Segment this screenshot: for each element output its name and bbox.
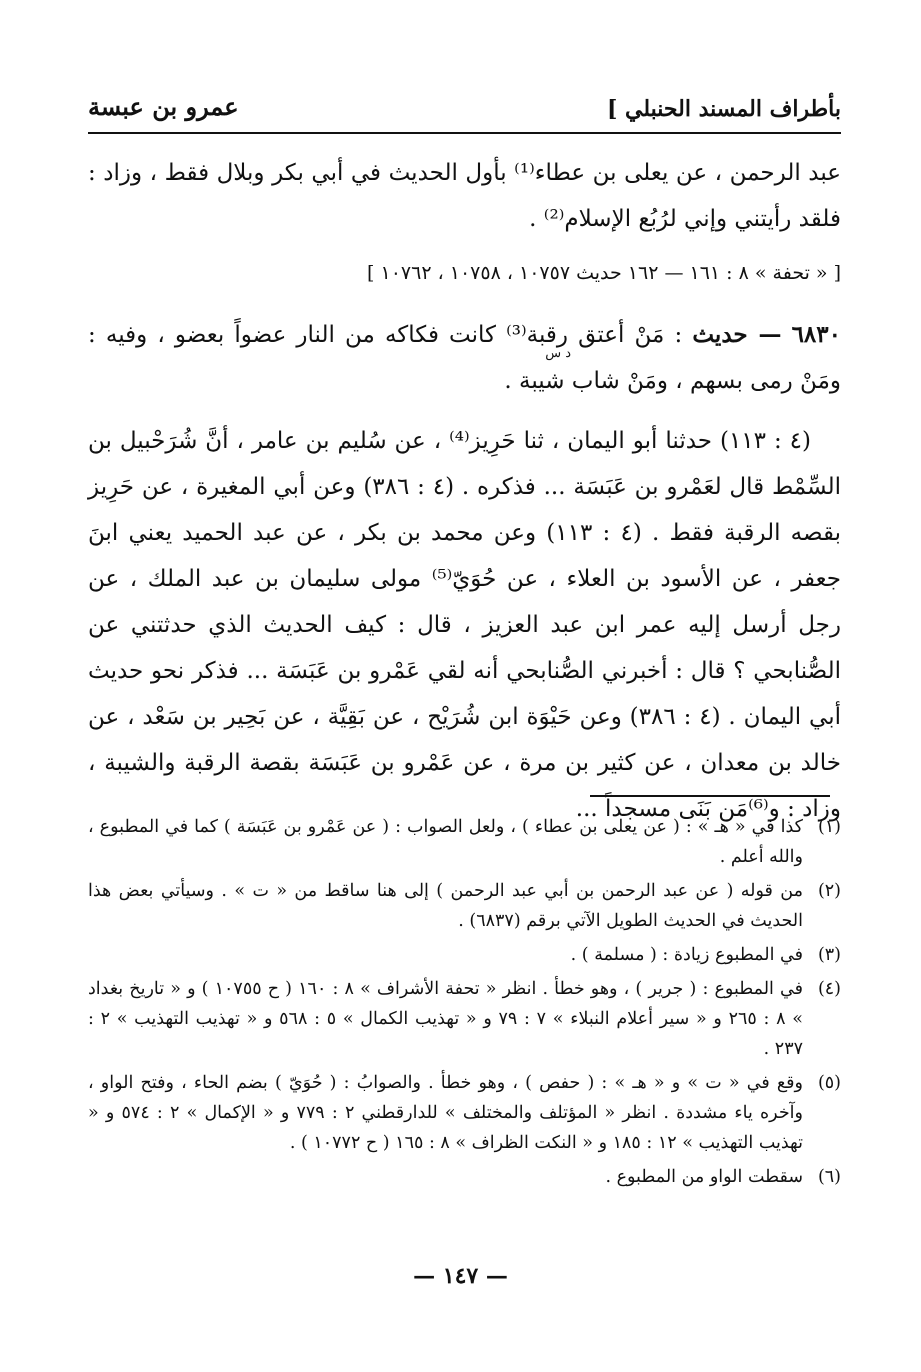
footnote-text: في المطبوع : ( جرير ) ، وهو خطأ . انظر « تحفة الأشراف » ٨ : ١٦٠ ( ح ١٠٧٥٥ ) و « تاريخ بغداد » ٨ : ٢٦٥ و « سير أعلام النبلاء » ٧ : ٧٩ و « تهذيب الكمال » ٥ : ٥٦٨ و « تهذيب التهذيب » ٢ : ٢٣٧ . [88, 979, 804, 1059]
page-number: — ١٤٧ — [413, 1263, 508, 1289]
footnote [88, 940, 841, 970]
hadith-label: — حديث [692, 321, 782, 348]
footnote [88, 1068, 841, 1158]
footnote-text: من قوله ( عن عبد الرحمن بن أبي عبد الرحمن ) إلى هنا ساقط من « ت » . وسيأتي بعض هذا الحديث في الحديث الطويل الآتي برقم (٦٨٣٧) . [88, 881, 803, 931]
chapter-title: عمرو بن عبسة [88, 92, 239, 121]
hadith-sigla: د س [545, 346, 571, 361]
footnote-number: (٣) [817, 945, 841, 965]
footnote-number: (٥) [817, 1073, 841, 1093]
hadith-heading [88, 312, 841, 404]
hadith-number: ٦٨٣٠ [791, 321, 841, 348]
footnote-number: (٢) [817, 881, 841, 901]
footnote-text: وقع في « ت » و « هـ » : ( حفص ) ، وهو خطأ . والصوابُ : ( حُوَيّ ) بضم الحاء ، وفتح الواو ، وآخره ياء مشددة . انظر « المؤتلف والمختلف » للدارقطني ٢ : ٧٧٩ و « الإكمال » ٢ : ٥٧٤ و « تهذيب التهذيب » ١٢ : ١٨٥ و « النكت الظراف » ٨ : ١٦٥ ( ح ١٠٧٧٢ ) . [88, 1073, 803, 1153]
footnote-text: سقطت الواو من المطبوع . [605, 1167, 803, 1187]
footnote [88, 812, 841, 872]
footnote [88, 1162, 841, 1192]
tuhfa-reference: [ « تحفة » ٨ : ١٦١ — ١٦٢ حديث ١٠٧٥٧ ، ١٠٧٥٨ ، ١٠٧٦٢ ] [367, 262, 841, 284]
footnote [88, 876, 841, 936]
running-header [88, 92, 841, 134]
footnote-text: كذا في « هـ » : ( عن يعلى بن عطاء ) ، ولعل الصواب : ( عن عَمْرو بن عَبَسَة ) كما في المطبوع ، والله أعلم . [88, 817, 803, 867]
footnote [88, 974, 841, 1064]
footnote-divider [590, 795, 830, 797]
footnote-number: (١) [817, 817, 841, 837]
footnote-number: (٦) [817, 1167, 841, 1187]
continuation-paragraph: عبد الرحمن ، عن يعلى بن عطاء⁽¹⁾ بأول الحديث في أبي بكر وبلال فقط ، وزاد : فلقد رأيتني وإني لرُبُع الإسلام⁽²⁾ . [88, 160, 841, 232]
hadith-matn: : مَنْ أعتق رقبة⁽³⁾ كانت فكاكه من النار عضواً بعضو ، وفيه : ومَنْ رمى بسهم ، ومَنْ شاب شيبة . [88, 322, 841, 394]
footnote-number: (٤) [817, 979, 841, 999]
footnotes [88, 812, 841, 1196]
book-title: بأطراف المسند الحنبلي ] [606, 96, 841, 122]
isnad-paragraph: (٤ : ١١٣) حدثنا أبو اليمان ، ثنا حَرِيز⁽⁴⁾ ، عن سُليم بن عامر ، أنَّ شُرَحْبيل بن السِّمْط قال لعَمْرو بن عَبَسَة ... فذكره . (٤ : ٣٨٦) وعن أبي المغيرة ، عن حَرِيز بقصه الرقبة فقط . (٤ : ١١٣) وعن محمد بن بكر ، عن عبد الحميد يعني ابنَ جعفر ، عن الأسود بن العلاء ، عن حُوَيّ⁽⁵⁾ مولى سليمان بن عبد الملك ، عن رجل أرسل إليه عمر ابن عبد العزيز ، قال : كيف الحديث الذي حدثتني عن الصُّنابحي ؟ قال : أخبرني الصُّنابحي أنه لقي عَمْرو بن عَبَسَة ... فذكر نحو حديث أبي اليمان . (٤ : ٣٨٦) وعن حَيْوَة ابن شُرَيْح ، عن بَقِيَّة ، عن بَحِير بن سَعْد ، عن خالد بن معدان ، عن كثير بن مرة ، عن عَمْرو بن عَبَسَة بقصة الرقبة والشيبة ، وزاد : و⁽⁶⁾مَن بَنَى مسجداً ... [88, 428, 841, 822]
footnote-text: في المطبوع زيادة : ( مسلمة ) . [570, 945, 803, 965]
